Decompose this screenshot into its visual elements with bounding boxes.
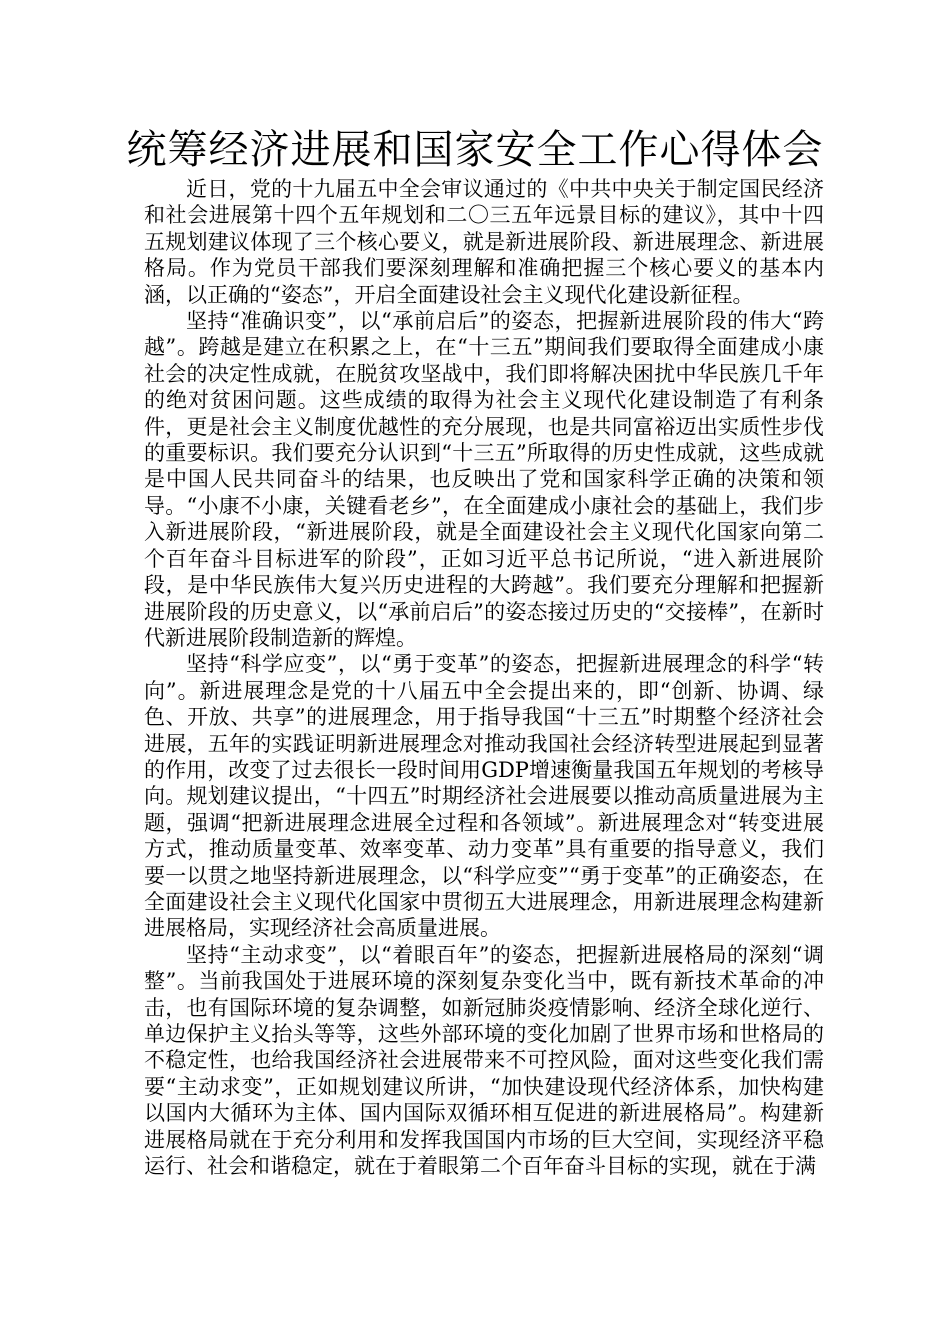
paragraph-new-pattern: 坚持“主动求变”，以“着眼百年”的姿态，把握新进展格局的深刻“调整”。当前我国处于进展环境的深刻复杂变化当中，既有新技术革命的冲击，也有国际环境的复杂调整，如新冠肺炎疫情影响、经济全球化逆行、单边保护主义抬头等等，这些外部环境的变化加剧了世界市场和世格局的不稳定性，也给我国经济社会进展带来不可控风险，面对这些变化我们需要“主动求变”，正如规划建议所讲，“加快建设现代经济体系，加快构建以国内大循环为主体、国内国际双循环相互促进的新进展格局”。构建新进展格局就在于充分利用和发挥我国国内市场的巨大空间，实现经济平稳运行、社会和谐稳定，就在于着眼第二个百年奋斗目标的实现，就在于满 (144, 942, 824, 1179)
paragraph-new-concept: 坚持“科学应变”，以“勇于变革”的姿态，把握新进展理念的科学“转向”。新进展理念是党的十八届五中全会提出来的，即“创新、协调、绿色、开放、共享”的进展理念，用于指导我国“十三五”时期整个经济社会进展，五年的实践证明新进展理念对推动我国社会经济转型进展起到显著的作用，改变了过去很长一段时间用GDP增速衡量我国五年规划的考核导向。规划建议提出，“十四五”时期经济社会进展要以推动高质量进展为主题，强调“把新进展理念进展全过程和各领域”。新进展理念对“转变进展方式，推动质量变革、效率变革、动力变革”具有重要的指导意义，我们要一以贯之地坚持新进展理念，以“科学应变”“勇于变革”的正确姿态，在全面建设社会主义现代化国家中贯彻五大进展理念，用新进展理念构建新进展格局，实现经济社会高质量进展。 (144, 652, 824, 941)
paragraph-intro: 近日，党的十九届五中全会审议通过的《中共中央关于制定国民经济和社会进展第十四个五年规划和二〇三五年远景目标的建议》，其中十四五规划建议体现了三个核心要义，就是新进展阶段、新进展理念、新进展格局。作为党员干部我们要深刻理解和准确把握三个核心要义的基本内涵，以正确的“姿态”，开启全面建设社会主义现代化建设新征程。 (144, 177, 824, 307)
document-title: 统筹经济进展和国家安全工作心得体会 (126, 127, 824, 173)
paragraph-new-stage: 坚持“准确识变”，以“承前启后”的姿态，把握新进展阶段的伟大“跨越”。跨越是建立在积累之上，在“十三五”期间我们要取得全面建成小康社会的决定性成就，在脱贫攻坚战中，我们即将解决困扰中华民族几千年的绝对贫困问题。这些成绩的取得为社会主义现代化建设制造了有利条件，更是社会主义制度优越性的充分展现，也是共同富裕迈出实质性步伐的重要标识。我们要充分认识到“十三五”所取得的历史性成就，这些成就是中国人民共同奋斗的结果，也反映出了党和国家科学正确的决策和领导。“小康不小康，关键看老乡”，在全面建成小康社会的基础上，我们步入新进展阶段，“新进展阶段，就是全面建设社会主义现代化国家向第二个百年奋斗目标进军的阶段”，正如习近平总书记所说，“进入新进展阶段，是中华民族伟大复兴历史进程的大跨越”。我们要充分理解和把握新进展阶段的历史意义，以“承前启后”的姿态接过历史的“交接棒”，在新时代新进展阶段制造新的辉煌。 (144, 309, 824, 650)
document-body (144, 176, 824, 1179)
